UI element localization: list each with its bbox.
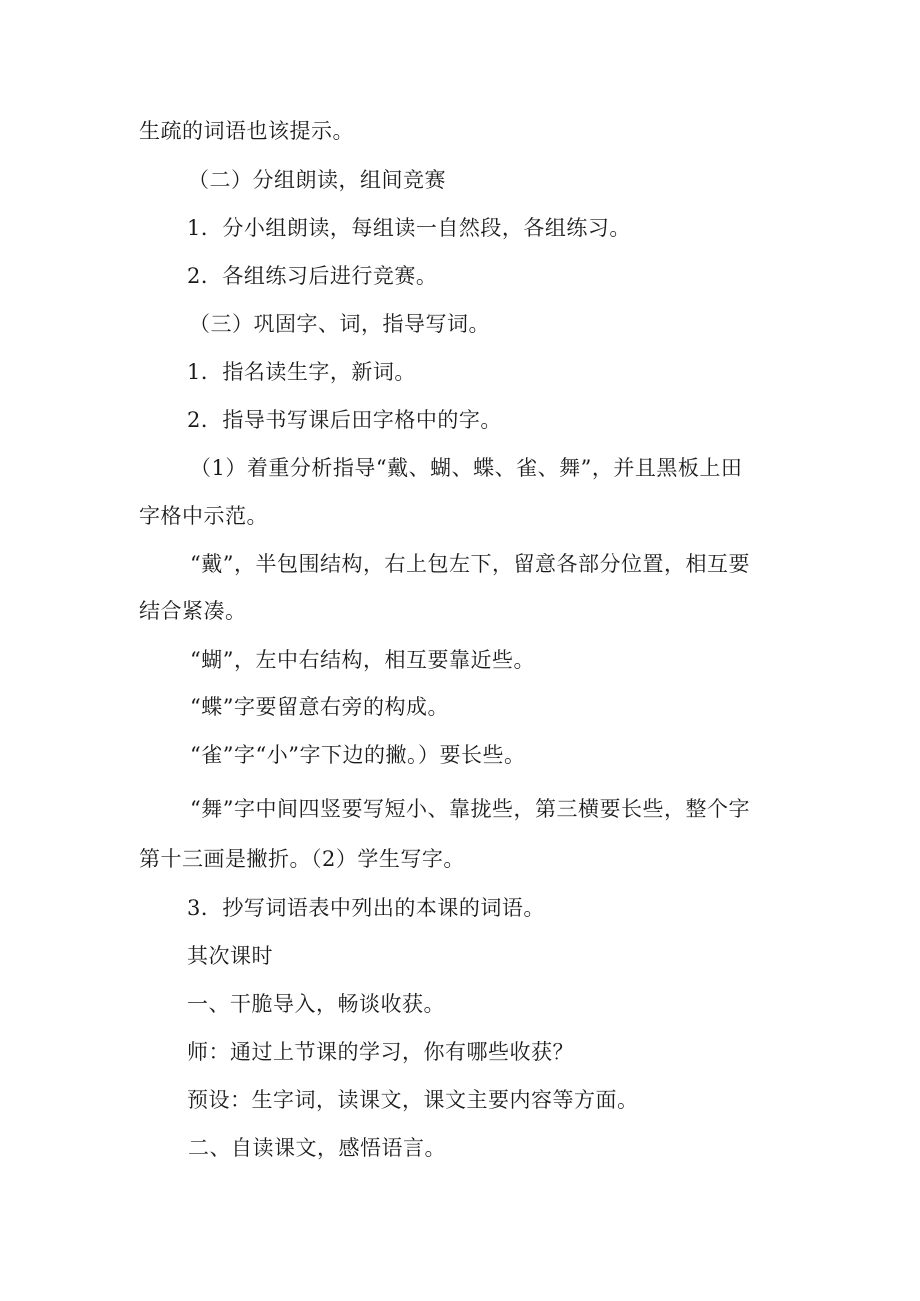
text-line: （1）着重分析指导“戴、蝴、蝶、雀、舞”，并且黑板上田 xyxy=(190,456,743,480)
text-line: 预设：生字词，读课文，课文主要内容等方面。 xyxy=(187,1088,639,1112)
text-line: “戴”，半包围结构，右上包左下，留意各部分位置，相互要 xyxy=(190,552,750,576)
text-line: 师：通过上节课的学习，你有哪些收获？ xyxy=(187,1040,574,1064)
text-line: 其次课时 xyxy=(187,944,273,968)
text-line: 结合紧凑。 xyxy=(139,599,247,623)
text-line: 第十三画是撇折。（2）学生写字。 xyxy=(139,847,465,871)
text-line: “蝴”，左中右结构，相互要靠近些。 xyxy=(190,648,535,672)
text-line: 生疏的词语也该提示。 xyxy=(139,119,354,143)
text-line: “蝶”字要留意右旁的构成。 xyxy=(190,695,449,719)
text-line: （三）巩固字、词，指导写词。 xyxy=(189,312,490,336)
text-line: 字格中示范。 xyxy=(139,504,268,528)
text-line: “雀”字“小”字下边的撇。）要长些。 xyxy=(190,743,526,767)
text-line: “舞”字中间四竖要写短小、靠拢些，第三横要长些，整个字 xyxy=(190,797,750,821)
text-line: 二、自读课文，感悟语言。 xyxy=(188,1136,446,1160)
text-line: 2．指导书写课后田字格中的字。 xyxy=(187,408,502,432)
text-line: 2．各组练习后进行竞赛。 xyxy=(187,264,438,288)
text-line: 1．分小组朗读，每组读一自然段，各组练习。 xyxy=(187,216,631,240)
text-line: 3．抄写词语表中列出的本课的词语。 xyxy=(187,896,545,920)
text-line: （二）分组朗读，组间竞赛 xyxy=(188,168,446,192)
text-line: 1．指名读生字，新词。 xyxy=(187,360,416,384)
text-line: 一、干脆导入，畅谈收获。 xyxy=(187,992,445,1016)
